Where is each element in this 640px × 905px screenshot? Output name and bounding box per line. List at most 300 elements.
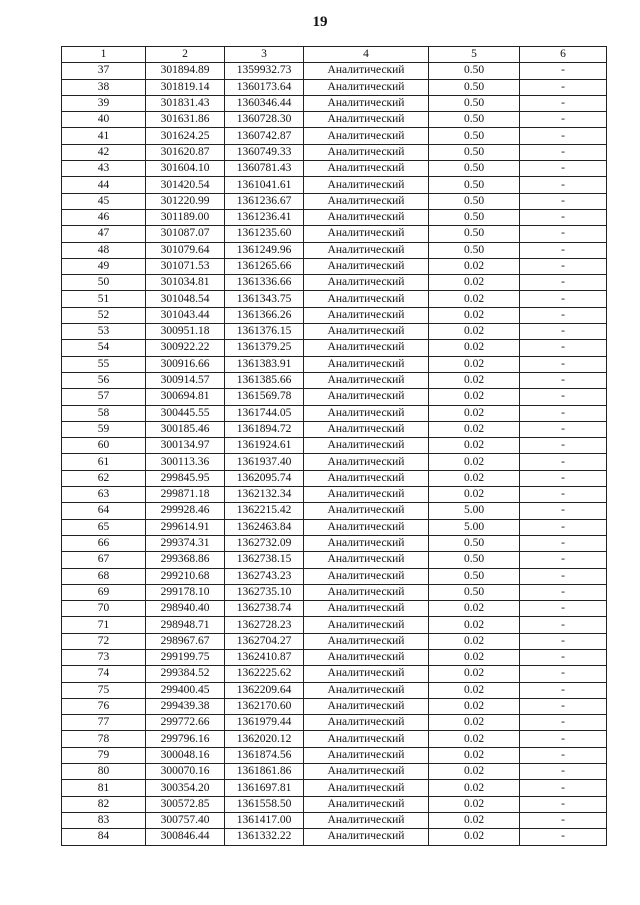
cell-method: Аналитический	[304, 128, 429, 144]
cell-y-coordinate: 1360346.44	[225, 95, 304, 111]
cell-point-number: 83	[62, 812, 146, 828]
cell-point-number: 41	[62, 128, 146, 144]
cell-note: -	[520, 829, 607, 845]
table-row	[62, 193, 607, 209]
table-header	[62, 47, 607, 63]
cell-point-number: 74	[62, 666, 146, 682]
table-row	[62, 421, 607, 437]
cell-x-coordinate: 299210.68	[146, 568, 225, 584]
cell-accuracy: 0.02	[429, 649, 520, 665]
cell-note: -	[520, 112, 607, 128]
cell-x-coordinate: 299439.38	[146, 698, 225, 714]
cell-x-coordinate: 300916.66	[146, 356, 225, 372]
cell-x-coordinate: 301034.81	[146, 275, 225, 291]
cell-y-coordinate: 1361343.75	[225, 291, 304, 307]
column-header-2: 2	[146, 47, 225, 63]
cell-note: -	[520, 144, 607, 160]
cell-accuracy: 0.02	[429, 307, 520, 323]
table-row	[62, 552, 607, 568]
cell-point-number: 72	[62, 633, 146, 649]
cell-point-number: 50	[62, 275, 146, 291]
cell-method: Аналитический	[304, 389, 429, 405]
table-row	[62, 405, 607, 421]
cell-note: -	[520, 161, 607, 177]
cell-note: -	[520, 617, 607, 633]
cell-note: -	[520, 356, 607, 372]
cell-accuracy: 0.02	[429, 421, 520, 437]
cell-x-coordinate: 301079.64	[146, 242, 225, 258]
cell-note: -	[520, 242, 607, 258]
cell-method: Аналитический	[304, 209, 429, 225]
cell-y-coordinate: 1362095.74	[225, 470, 304, 486]
cell-point-number: 69	[62, 584, 146, 600]
cell-point-number: 47	[62, 226, 146, 242]
cell-method: Аналитический	[304, 715, 429, 731]
cell-y-coordinate: 1362209.64	[225, 682, 304, 698]
cell-method: Аналитический	[304, 405, 429, 421]
cell-note: -	[520, 568, 607, 584]
cell-x-coordinate: 301420.54	[146, 177, 225, 193]
cell-point-number: 78	[62, 731, 146, 747]
cell-accuracy: 0.02	[429, 633, 520, 649]
page-number: 19	[312, 14, 328, 30]
cell-note: -	[520, 389, 607, 405]
table-row	[62, 715, 607, 731]
cell-y-coordinate: 1361937.40	[225, 454, 304, 470]
cell-x-coordinate: 301189.00	[146, 209, 225, 225]
cell-x-coordinate: 299928.46	[146, 503, 225, 519]
cell-accuracy: 0.02	[429, 372, 520, 388]
table-row	[62, 356, 607, 372]
cell-point-number: 59	[62, 421, 146, 437]
cell-method: Аналитический	[304, 226, 429, 242]
cell-method: Аналитический	[304, 79, 429, 95]
cell-method: Аналитический	[304, 535, 429, 551]
cell-x-coordinate: 300185.46	[146, 421, 225, 437]
table-row	[62, 487, 607, 503]
header-row	[62, 47, 607, 63]
cell-accuracy: 0.02	[429, 829, 520, 845]
cell-x-coordinate: 299796.16	[146, 731, 225, 747]
cell-y-coordinate: 1362170.60	[225, 698, 304, 714]
cell-x-coordinate: 301043.44	[146, 307, 225, 323]
cell-method: Аналитический	[304, 340, 429, 356]
cell-accuracy: 0.02	[429, 796, 520, 812]
cell-method: Аналитический	[304, 780, 429, 796]
cell-accuracy: 0.02	[429, 698, 520, 714]
cell-accuracy: 0.02	[429, 258, 520, 274]
cell-method: Аналитический	[304, 829, 429, 845]
cell-point-number: 38	[62, 79, 146, 95]
cell-x-coordinate: 301087.07	[146, 226, 225, 242]
table-row	[62, 568, 607, 584]
cell-note: -	[520, 731, 607, 747]
cell-y-coordinate: 1362410.87	[225, 649, 304, 665]
cell-point-number: 53	[62, 324, 146, 340]
cell-method: Аналитический	[304, 552, 429, 568]
cell-accuracy: 0.02	[429, 666, 520, 682]
cell-note: -	[520, 258, 607, 274]
cell-x-coordinate: 299199.75	[146, 649, 225, 665]
cell-x-coordinate: 301071.53	[146, 258, 225, 274]
cell-y-coordinate: 1361979.44	[225, 715, 304, 731]
cell-note: -	[520, 193, 607, 209]
cell-point-number: 54	[62, 340, 146, 356]
cell-method: Аналитический	[304, 356, 429, 372]
cell-note: -	[520, 715, 607, 731]
cell-accuracy: 5.00	[429, 519, 520, 535]
cell-method: Аналитический	[304, 649, 429, 665]
cell-accuracy: 0.50	[429, 177, 520, 193]
cell-y-coordinate: 1362215.42	[225, 503, 304, 519]
table-row	[62, 666, 607, 682]
table-row	[62, 649, 607, 665]
cell-note: -	[520, 552, 607, 568]
cell-note: -	[520, 503, 607, 519]
cell-x-coordinate: 300048.16	[146, 747, 225, 763]
cell-point-number: 64	[62, 503, 146, 519]
table-row	[62, 698, 607, 714]
cell-x-coordinate: 299374.31	[146, 535, 225, 551]
cell-point-number: 84	[62, 829, 146, 845]
table-row	[62, 144, 607, 160]
cell-method: Аналитический	[304, 617, 429, 633]
cell-accuracy: 0.50	[429, 242, 520, 258]
cell-x-coordinate: 301220.99	[146, 193, 225, 209]
cell-method: Аналитический	[304, 258, 429, 274]
cell-point-number: 57	[62, 389, 146, 405]
cell-note: -	[520, 340, 607, 356]
cell-accuracy: 0.02	[429, 275, 520, 291]
table-row	[62, 796, 607, 812]
cell-point-number: 37	[62, 63, 146, 79]
cell-point-number: 77	[62, 715, 146, 731]
table-row	[62, 95, 607, 111]
cell-x-coordinate: 301604.10	[146, 161, 225, 177]
cell-y-coordinate: 1360173.64	[225, 79, 304, 95]
cell-y-coordinate: 1362728.23	[225, 617, 304, 633]
cell-method: Аналитический	[304, 633, 429, 649]
cell-method: Аналитический	[304, 812, 429, 828]
cell-y-coordinate: 1361376.15	[225, 324, 304, 340]
cell-method: Аналитический	[304, 682, 429, 698]
table-row	[62, 682, 607, 698]
cell-note: -	[520, 291, 607, 307]
table-row	[62, 79, 607, 95]
cell-y-coordinate: 1361366.26	[225, 307, 304, 323]
cell-accuracy: 0.50	[429, 209, 520, 225]
cell-method: Аналитический	[304, 470, 429, 486]
cell-point-number: 75	[62, 682, 146, 698]
cell-note: -	[520, 275, 607, 291]
cell-note: -	[520, 487, 607, 503]
table-row	[62, 519, 607, 535]
cell-accuracy: 0.02	[429, 356, 520, 372]
cell-x-coordinate: 301831.43	[146, 95, 225, 111]
cell-x-coordinate: 300572.85	[146, 796, 225, 812]
cell-point-number: 60	[62, 438, 146, 454]
cell-method: Аналитический	[304, 601, 429, 617]
cell-note: -	[520, 519, 607, 535]
column-header-1: 1	[62, 47, 146, 63]
cell-accuracy: 0.02	[429, 617, 520, 633]
cell-accuracy: 0.50	[429, 128, 520, 144]
cell-y-coordinate: 1362732.09	[225, 535, 304, 551]
cell-note: -	[520, 764, 607, 780]
cell-point-number: 44	[62, 177, 146, 193]
cell-point-number: 67	[62, 552, 146, 568]
cell-y-coordinate: 1361417.00	[225, 812, 304, 828]
cell-accuracy: 0.02	[429, 747, 520, 763]
cell-y-coordinate: 1361332.22	[225, 829, 304, 845]
cell-accuracy: 0.02	[429, 340, 520, 356]
cell-x-coordinate: 298948.71	[146, 617, 225, 633]
cell-point-number: 58	[62, 405, 146, 421]
cell-point-number: 62	[62, 470, 146, 486]
cell-point-number: 73	[62, 649, 146, 665]
table-row	[62, 503, 607, 519]
table-row	[62, 226, 607, 242]
cell-method: Аналитический	[304, 177, 429, 193]
cell-y-coordinate: 1362020.12	[225, 731, 304, 747]
cell-x-coordinate: 301631.86	[146, 112, 225, 128]
table-row	[62, 601, 607, 617]
cell-point-number: 70	[62, 601, 146, 617]
cell-x-coordinate: 299368.86	[146, 552, 225, 568]
cell-x-coordinate: 301894.89	[146, 63, 225, 79]
cell-y-coordinate: 1361383.91	[225, 356, 304, 372]
cell-note: -	[520, 535, 607, 551]
cell-x-coordinate: 299772.66	[146, 715, 225, 731]
cell-point-number: 68	[62, 568, 146, 584]
cell-point-number: 82	[62, 796, 146, 812]
cell-note: -	[520, 209, 607, 225]
cell-method: Аналитический	[304, 307, 429, 323]
cell-point-number: 43	[62, 161, 146, 177]
table-row	[62, 764, 607, 780]
cell-method: Аналитический	[304, 747, 429, 763]
cell-method: Аналитический	[304, 698, 429, 714]
cell-point-number: 76	[62, 698, 146, 714]
cell-x-coordinate: 300070.16	[146, 764, 225, 780]
cell-x-coordinate: 300914.57	[146, 372, 225, 388]
cell-y-coordinate: 1361894.72	[225, 421, 304, 437]
cell-y-coordinate: 1362735.10	[225, 584, 304, 600]
cell-y-coordinate: 1361861.86	[225, 764, 304, 780]
cell-accuracy: 0.02	[429, 682, 520, 698]
cell-method: Аналитический	[304, 161, 429, 177]
cell-point-number: 81	[62, 780, 146, 796]
cell-point-number: 40	[62, 112, 146, 128]
cell-y-coordinate: 1361249.96	[225, 242, 304, 258]
cell-note: -	[520, 372, 607, 388]
cell-note: -	[520, 682, 607, 698]
cell-y-coordinate: 1360781.43	[225, 161, 304, 177]
cell-x-coordinate: 299178.10	[146, 584, 225, 600]
cell-note: -	[520, 454, 607, 470]
cell-method: Аналитический	[304, 275, 429, 291]
table-row	[62, 63, 607, 79]
cell-x-coordinate: 300113.36	[146, 454, 225, 470]
cell-method: Аналитический	[304, 63, 429, 79]
table-row	[62, 584, 607, 600]
cell-accuracy: 0.02	[429, 438, 520, 454]
cell-accuracy: 0.50	[429, 112, 520, 128]
cell-note: -	[520, 698, 607, 714]
cell-point-number: 71	[62, 617, 146, 633]
cell-accuracy: 0.02	[429, 487, 520, 503]
cell-y-coordinate: 1360728.30	[225, 112, 304, 128]
cell-accuracy: 0.02	[429, 715, 520, 731]
cell-note: -	[520, 601, 607, 617]
cell-y-coordinate: 1361385.66	[225, 372, 304, 388]
table-row	[62, 780, 607, 796]
cell-note: -	[520, 649, 607, 665]
cell-point-number: 65	[62, 519, 146, 535]
cell-y-coordinate: 1361236.41	[225, 209, 304, 225]
cell-accuracy: 0.02	[429, 291, 520, 307]
cell-method: Аналитический	[304, 291, 429, 307]
table-row	[62, 161, 607, 177]
cell-accuracy: 0.50	[429, 95, 520, 111]
table-row	[62, 340, 607, 356]
cell-y-coordinate: 1361336.66	[225, 275, 304, 291]
cell-y-coordinate: 1362225.62	[225, 666, 304, 682]
table-row	[62, 177, 607, 193]
cell-method: Аналитический	[304, 144, 429, 160]
table-row	[62, 209, 607, 225]
cell-accuracy: 0.50	[429, 193, 520, 209]
cell-accuracy: 0.02	[429, 470, 520, 486]
cell-method: Аналитический	[304, 584, 429, 600]
cell-method: Аналитический	[304, 796, 429, 812]
cell-y-coordinate: 1359932.73	[225, 63, 304, 79]
cell-point-number: 51	[62, 291, 146, 307]
cell-note: -	[520, 63, 607, 79]
cell-x-coordinate: 299614.91	[146, 519, 225, 535]
cell-x-coordinate: 300951.18	[146, 324, 225, 340]
cell-x-coordinate: 299845.95	[146, 470, 225, 486]
cell-accuracy: 0.50	[429, 568, 520, 584]
cell-method: Аналитический	[304, 568, 429, 584]
cell-note: -	[520, 780, 607, 796]
cell-y-coordinate: 1361924.61	[225, 438, 304, 454]
cell-method: Аналитический	[304, 193, 429, 209]
cell-note: -	[520, 177, 607, 193]
table-row	[62, 242, 607, 258]
cell-note: -	[520, 584, 607, 600]
table-row	[62, 747, 607, 763]
cell-accuracy: 0.50	[429, 144, 520, 160]
cell-x-coordinate: 299384.52	[146, 666, 225, 682]
cell-note: -	[520, 307, 607, 323]
cell-method: Аналитический	[304, 372, 429, 388]
cell-accuracy: 0.50	[429, 584, 520, 600]
cell-accuracy: 0.50	[429, 79, 520, 95]
table-row	[62, 291, 607, 307]
cell-note: -	[520, 666, 607, 682]
cell-accuracy: 5.00	[429, 503, 520, 519]
cell-note: -	[520, 438, 607, 454]
table-row	[62, 470, 607, 486]
cell-point-number: 45	[62, 193, 146, 209]
cell-x-coordinate: 301819.14	[146, 79, 225, 95]
cell-note: -	[520, 633, 607, 649]
cell-point-number: 56	[62, 372, 146, 388]
table-row	[62, 812, 607, 828]
cell-point-number: 49	[62, 258, 146, 274]
column-header-6: 6	[520, 47, 607, 63]
table-row	[62, 535, 607, 551]
cell-note: -	[520, 421, 607, 437]
cell-method: Аналитический	[304, 324, 429, 340]
cell-note: -	[520, 747, 607, 763]
cell-y-coordinate: 1360742.87	[225, 128, 304, 144]
table-row	[62, 731, 607, 747]
cell-note: -	[520, 324, 607, 340]
table-row	[62, 258, 607, 274]
cell-point-number: 63	[62, 487, 146, 503]
cell-y-coordinate: 1361697.81	[225, 780, 304, 796]
cell-x-coordinate: 300134.97	[146, 438, 225, 454]
column-header-5: 5	[429, 47, 520, 63]
cell-y-coordinate: 1362704.27	[225, 633, 304, 649]
cell-note: -	[520, 95, 607, 111]
cell-y-coordinate: 1361379.25	[225, 340, 304, 356]
cell-x-coordinate: 300846.44	[146, 829, 225, 845]
table-row	[62, 128, 607, 144]
cell-x-coordinate: 300445.55	[146, 405, 225, 421]
cell-method: Аналитический	[304, 666, 429, 682]
cell-accuracy: 0.02	[429, 780, 520, 796]
cell-method: Аналитический	[304, 242, 429, 258]
cell-y-coordinate: 1361558.50	[225, 796, 304, 812]
coordinates-table	[61, 46, 607, 846]
column-header-3: 3	[225, 47, 304, 63]
cell-point-number: 61	[62, 454, 146, 470]
cell-accuracy: 0.02	[429, 454, 520, 470]
cell-note: -	[520, 796, 607, 812]
cell-point-number: 66	[62, 535, 146, 551]
cell-y-coordinate: 1361569.78	[225, 389, 304, 405]
cell-point-number: 42	[62, 144, 146, 160]
cell-x-coordinate: 298940.40	[146, 601, 225, 617]
cell-method: Аналитический	[304, 519, 429, 535]
cell-x-coordinate: 300354.20	[146, 780, 225, 796]
cell-y-coordinate: 1361235.60	[225, 226, 304, 242]
cell-method: Аналитический	[304, 487, 429, 503]
cell-method: Аналитический	[304, 421, 429, 437]
cell-y-coordinate: 1362738.74	[225, 601, 304, 617]
cell-point-number: 46	[62, 209, 146, 225]
table-row	[62, 633, 607, 649]
cell-method: Аналитический	[304, 764, 429, 780]
cell-x-coordinate: 300922.22	[146, 340, 225, 356]
cell-method: Аналитический	[304, 503, 429, 519]
cell-note: -	[520, 226, 607, 242]
cell-accuracy: 0.50	[429, 552, 520, 568]
cell-y-coordinate: 1361041.61	[225, 177, 304, 193]
cell-x-coordinate: 301620.87	[146, 144, 225, 160]
cell-y-coordinate: 1361265.66	[225, 258, 304, 274]
cell-accuracy: 0.02	[429, 324, 520, 340]
cell-accuracy: 0.02	[429, 601, 520, 617]
cell-accuracy: 0.50	[429, 63, 520, 79]
cell-method: Аналитический	[304, 454, 429, 470]
cell-y-coordinate: 1361874.56	[225, 747, 304, 763]
cell-note: -	[520, 405, 607, 421]
cell-point-number: 80	[62, 764, 146, 780]
